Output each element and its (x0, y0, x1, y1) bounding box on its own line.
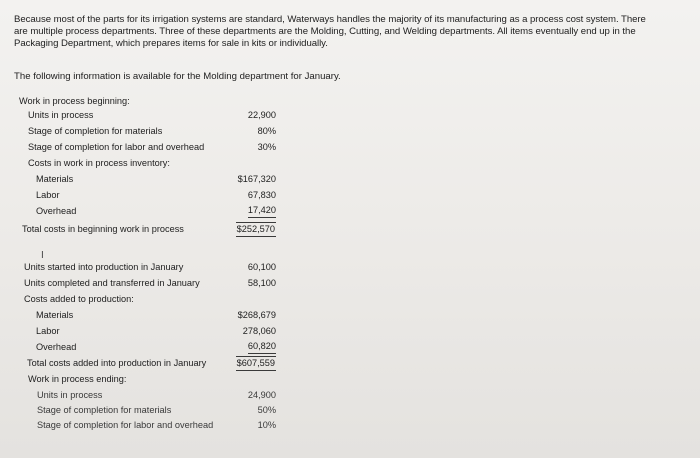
lead-sentence: The following information is available for the Molding department for January. (14, 71, 341, 82)
row-label: Labor (36, 190, 60, 200)
table-row-total (0, 356, 700, 370)
intro-line: Because most of the parts for its irrigation systems are standard, Waterways handles the majority of its manufacturing as a process cost system. There (14, 14, 646, 25)
intro-paragraph (14, 14, 686, 50)
row-label: Stage of completion for labor and overhead (28, 142, 205, 152)
costs-added-heading: Costs added to production: (24, 294, 134, 304)
table-row (0, 324, 700, 338)
row-value: $268,679 (237, 310, 276, 320)
row-label: Materials (36, 174, 74, 184)
intro-line: are multiple process departments. Three of these departments are the Molding, Cutting, and Welding departments. All items eventually end up in the (14, 26, 636, 37)
row-label: Materials (36, 310, 74, 320)
row-value: 22,900 (247, 110, 276, 120)
row-label: Units in process (28, 110, 94, 120)
wip-begin-heading-row (0, 94, 700, 108)
row-label: Labor (36, 326, 60, 336)
row-value-total: $607,559 (236, 356, 276, 371)
row-value: 278,060 (242, 326, 276, 336)
table-row (0, 418, 700, 432)
row-label: Units completed and transferred in January (24, 278, 200, 288)
table-row (0, 188, 700, 202)
row-label: Units in process (37, 390, 103, 400)
row-value: 80% (257, 126, 276, 136)
row-value: 60,820 (248, 340, 276, 354)
row-value: 17,420 (248, 204, 276, 218)
table-row (0, 108, 700, 122)
table-row (0, 388, 700, 402)
costs-added-heading-row (0, 292, 700, 306)
wip-begin-heading: Work in process beginning: (19, 96, 130, 106)
row-value: 67,830 (247, 190, 276, 200)
wip-end-heading: Work in process ending: (28, 374, 127, 384)
table-row (0, 172, 700, 186)
row-label: Units started into production in January (24, 262, 184, 272)
row-value: 60,100 (247, 262, 276, 272)
table-row (0, 340, 700, 354)
row-value: 30% (257, 142, 276, 152)
costs-wip-heading-row (0, 156, 700, 170)
row-value: 50% (257, 405, 276, 415)
row-value-total: $252,570 (236, 222, 276, 237)
wip-end-heading-row (0, 372, 700, 386)
row-label: Stage of completion for materials (28, 126, 163, 136)
row-value: 10% (257, 420, 276, 430)
table-row (0, 204, 700, 218)
row-label: Stage of completion for materials (37, 405, 172, 415)
costs-wip-heading: Costs in work in process inventory: (28, 158, 170, 168)
row-label: Overhead (36, 342, 77, 352)
table-row (0, 260, 700, 274)
row-value: $167,320 (237, 174, 276, 184)
row-value: 58,100 (247, 278, 276, 288)
text-cursor-icon: I (41, 250, 44, 261)
table-row (0, 140, 700, 154)
row-label: Overhead (36, 206, 77, 216)
row-label: Stage of completion for labor and overhead (37, 420, 214, 430)
row-label: Total costs in beginning work in process (22, 224, 184, 234)
row-value: 24,900 (247, 390, 276, 400)
table-row (0, 276, 700, 290)
row-label: Total costs added into production in January (27, 358, 207, 368)
table-row (0, 124, 700, 138)
intro-line: Packaging Department, which prepares items for sale in kits or individually. (14, 38, 328, 49)
table-row (0, 403, 700, 417)
table-row (0, 308, 700, 322)
table-row-total (0, 222, 700, 236)
